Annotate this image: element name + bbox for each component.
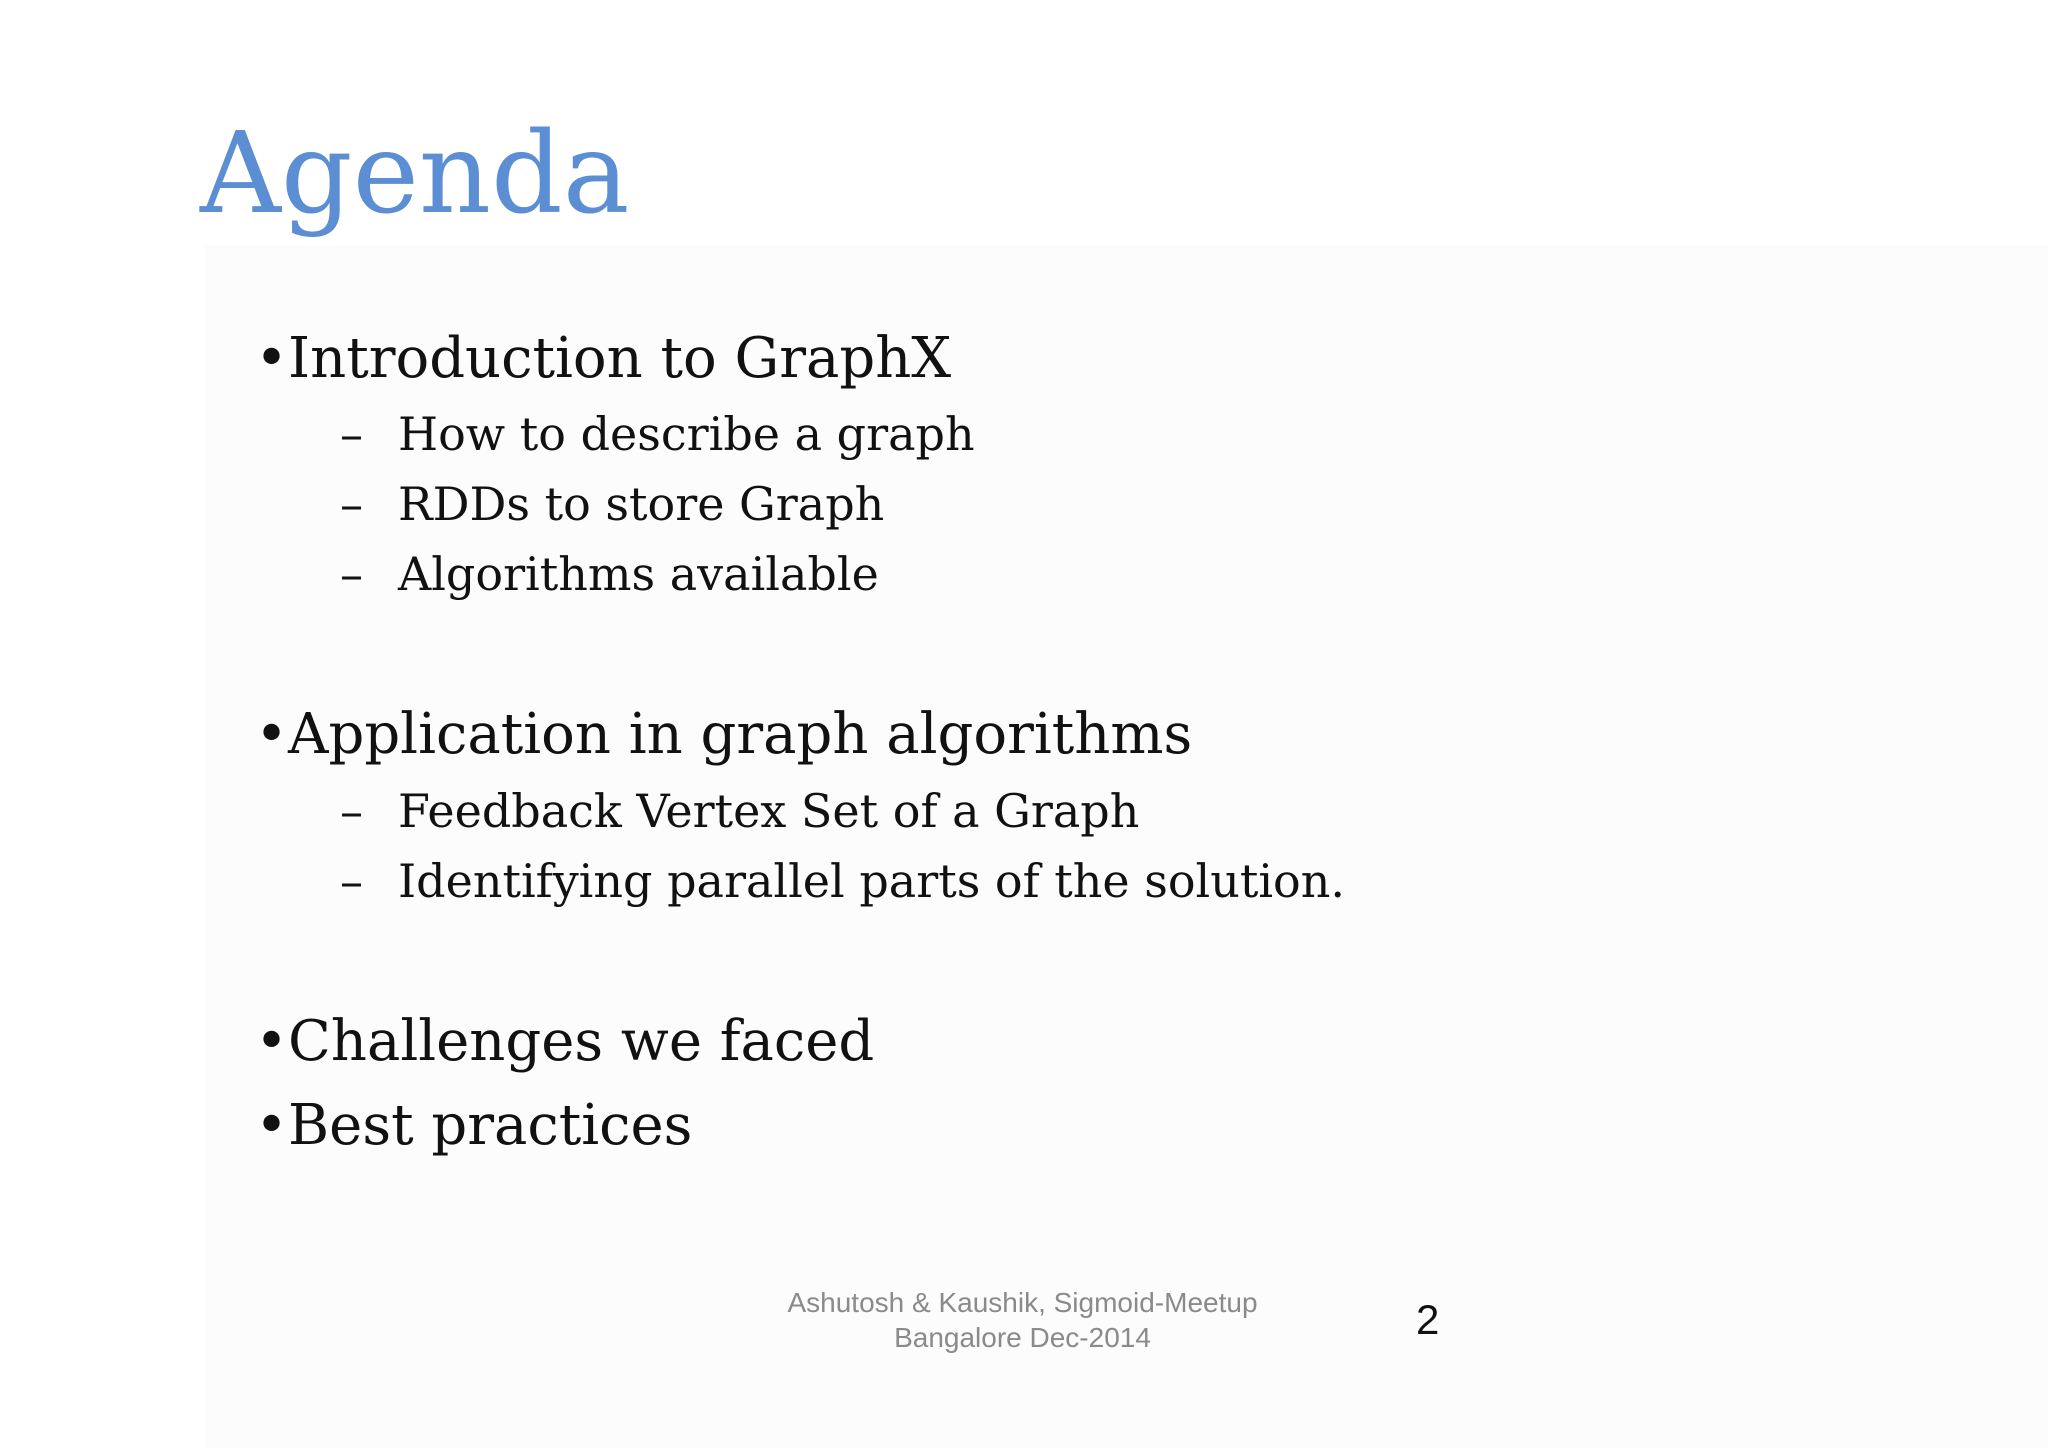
agenda-item-challenges: •Challenges we faced xyxy=(255,1009,875,1074)
agenda-subitem-label: Feedback Vertex Set of a Graph xyxy=(398,784,1140,838)
slide-title: Agenda xyxy=(200,109,630,239)
slide-footer xyxy=(760,1285,1285,1355)
page-number: 2 xyxy=(1416,1296,1440,1343)
dash-icon: – xyxy=(340,854,363,908)
agenda-subitem-label: Identifying parallel parts of the solution. xyxy=(398,854,1345,908)
footer-event: Bangalore Dec-2014 xyxy=(894,1322,1151,1353)
agenda-subitem xyxy=(340,854,1345,908)
agenda-item-application: •Application in graph algorithms xyxy=(255,702,1193,767)
agenda-subitem-label: RDDs to store Graph xyxy=(398,477,885,531)
dash-icon: – xyxy=(340,477,363,531)
dash-icon: – xyxy=(340,547,363,601)
dash-icon: – xyxy=(340,407,363,461)
agenda-subitem xyxy=(340,547,879,601)
footer-authors: Ashutosh & Kaushik, Sigmoid-Meetup xyxy=(787,1287,1258,1318)
dash-icon: – xyxy=(340,784,363,838)
agenda-subitem-label: Algorithms available xyxy=(398,547,879,601)
agenda-subitem xyxy=(340,784,1140,838)
agenda-item-introduction: •Introduction to GraphX xyxy=(255,326,952,391)
agenda-subitem xyxy=(340,407,975,461)
agenda-subitem xyxy=(340,477,885,531)
agenda-subitem-label: How to describe a graph xyxy=(398,407,975,461)
agenda-item-best-practices: •Best practices xyxy=(255,1093,693,1158)
